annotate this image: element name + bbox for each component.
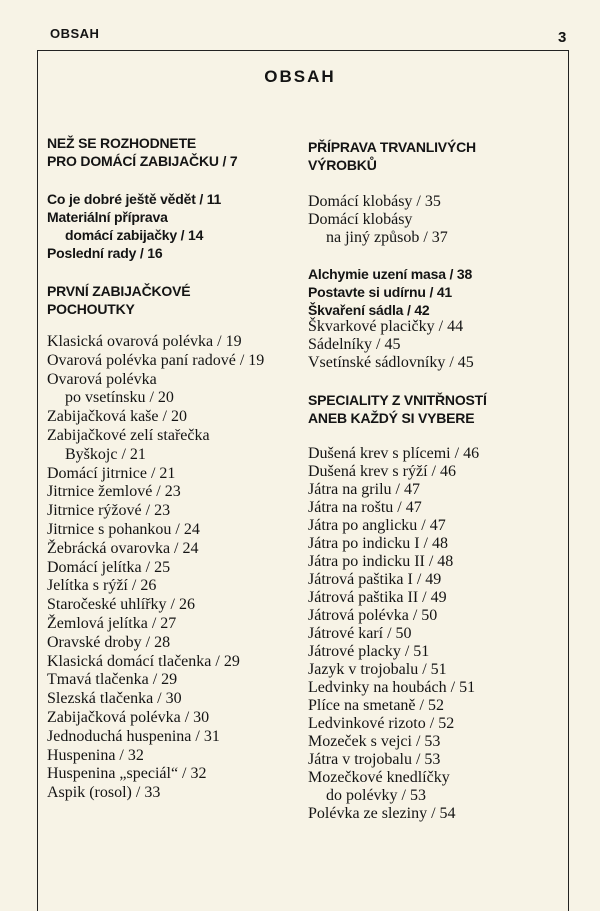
toc-entry: Játra na grilu / 47 [308,481,420,498]
toc-entry: Ovarová polévka [47,370,157,388]
toc-heading-line: PRVNÍ ZABIJAČKOVÉ [47,283,191,299]
toc-entry: Zabijačková polévka / 30 [47,708,210,726]
toc-entry: Jitrnice žemlové / 23 [47,483,181,501]
toc-entry: Domácí klobásy / 35 [308,193,441,210]
toc-entry: po vsetínsku / 20 [65,389,174,407]
toc-heading-line: domácí zabijačky / 14 [65,227,204,243]
toc-entry: Mozečkové knedlíčky [308,769,450,786]
toc-entry: Jitrnice s pohankou / 24 [47,520,200,538]
toc-entry: Klasická ovarová polévka / 19 [47,333,242,350]
toc-entry: Staročeské uhlířky / 26 [47,596,195,614]
toc-entry: Ledvinky na houbách / 51 [308,679,476,696]
toc-heading-line: SPECIALITY Z VNITŘNOSTÍ [308,392,487,408]
toc-entry: Jelítka s rýží / 26 [47,577,157,595]
toc-entry: Dušená krev s plícemi / 46 [308,445,480,462]
right-group-5 [308,445,479,823]
toc-heading-line: Škvaření sádla / 42 [308,302,430,318]
toc-entry: Jitrnice rýžové / 23 [47,502,171,520]
toc-entry: Dušená krev s rýží / 46 [308,463,456,480]
toc-entry: do polévky / 53 [326,787,426,804]
toc-entry: Játra v trojobalu / 53 [308,751,441,768]
running-header: OBSAH [50,26,100,41]
toc-entry: Huspenina „speciál“ / 32 [47,765,207,783]
right-group-1 [308,193,448,247]
toc-entry: Zabijačkové zelí stařečka [47,426,210,444]
toc-entry: Domácí jitrnice / 21 [47,464,176,482]
toc-entry: Játrová paštika II / 49 [308,589,447,606]
toc-entry: Mozeček s vejci / 53 [308,733,441,750]
toc-entry: Domácí jelítka / 25 [47,558,171,576]
page-number: 3 [558,29,567,46]
toc-entry: Játra po indicku II / 48 [308,553,454,570]
toc-heading-line: Materiální příprava [47,209,168,225]
toc-heading-line: VÝROBKŮ [308,157,377,173]
toc-heading-line: PŘÍPRAVA TRVANLIVÝCH [308,139,476,155]
toc-entry: Játrové karí / 50 [308,625,412,642]
toc-entry: Játrové placky / 51 [308,643,430,660]
toc-heading-line: POCHOUTKY [47,301,135,317]
left-group-0 [47,134,237,170]
toc-entry: Sádelníky / 45 [308,336,401,353]
toc-entry: Játra po indicku I / 48 [308,535,448,552]
toc-entry: Vsetínské sádlovníky / 45 [308,354,474,371]
toc-entry: Plíce na smetaně / 52 [308,697,444,714]
toc-entry: Klasická domácí tlačenka / 29 [47,652,240,670]
toc-entry: Tmavá tlačenka / 29 [47,671,178,689]
toc-entry: Slezská tlačenka / 30 [47,690,182,708]
toc-heading-line: PRO DOMÁCÍ ZABIJAČKU / 7 [47,153,238,169]
toc-heading-line: Alchymie uzení masa / 38 [308,266,473,282]
left-group-1 [47,190,221,262]
toc-entry: Domácí klobásy [308,211,413,228]
toc-entry: Oravské droby / 28 [47,633,171,651]
toc-entry: Huspenina / 32 [47,746,144,764]
toc-entry: Zabijačková kaše / 20 [47,408,187,426]
toc-heading-line: Co je dobré ještě vědět / 11 [47,191,222,207]
toc-entry: Polévka ze sleziny / 54 [308,805,456,822]
toc-entry: Byškojc / 21 [65,445,146,463]
toc-entry: Škvarkové placičky / 44 [308,318,464,335]
toc-heading-line: Postavte si udírnu / 41 [308,284,452,300]
right-group-2 [308,265,472,319]
toc-entry: Játrová paštika I / 49 [308,571,442,588]
toc-entry: Ledvinkové rizoto / 52 [308,715,455,732]
toc-entry: Jazyk v trojobalu / 51 [308,661,447,678]
toc-heading-line: NEŽ SE ROZHODNETE [47,135,197,151]
right-group-4 [308,391,487,427]
toc-entry: Jednoduchá huspenina / 31 [47,727,220,745]
toc-entry: Žemlová jelítka / 27 [47,614,177,632]
toc-entry: Játra po anglicku / 47 [308,517,446,534]
right-group-0 [308,138,476,174]
toc-entry: Játrová polévka / 50 [308,607,438,624]
left-group-2 [47,282,190,318]
toc-entry: Žebrácká ovarovka / 24 [47,539,199,557]
toc-entry: Aspik (rosol) / 33 [47,784,161,802]
toc-heading-line: ANEB KAŽDÝ SI VYBERE [308,410,475,426]
toc-entry: Játra na roštu / 47 [308,499,422,516]
page-title: OBSAH [264,67,336,86]
right-group-3 [308,318,474,372]
toc-entry: na jiný způsob / 37 [326,229,448,246]
left-group-3 [47,333,264,803]
toc-entry: Ovarová polévka paní radové / 19 [47,351,265,369]
toc-heading-line: Poslední rady / 16 [47,245,163,261]
